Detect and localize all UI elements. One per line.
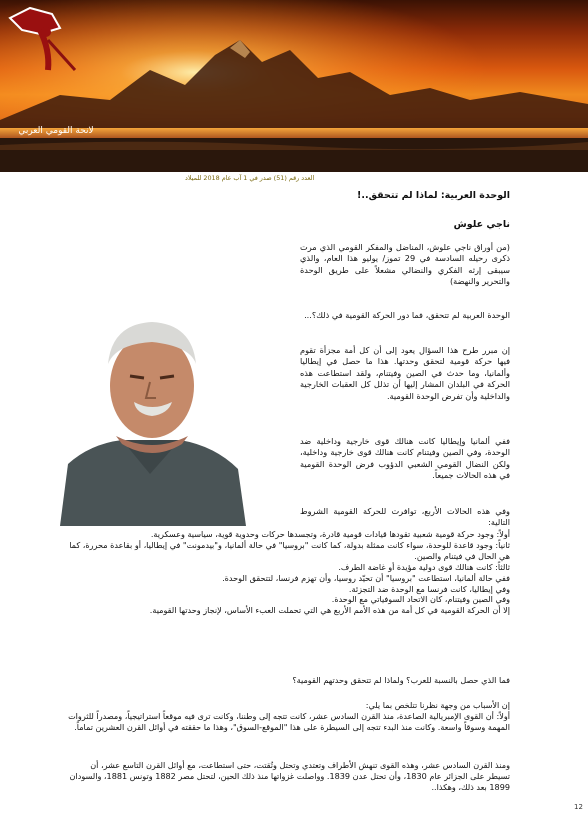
author-photo [50, 294, 250, 526]
list-item: وفي إيطاليا، كانت فرنسا مع الوحدة ضد التجزئة. [348, 583, 510, 594]
paragraph-3: ففي ألمانيا وإيطاليا كانت هنالك قوى خارجية وداخلية ضد الوحدة، وفي الصين وفيتنام كانت هنالك قوى خارجية وداخلية، ولكن النضال القومي الشعبي الدؤوب فرض الوحدة القومية في هذه الحالات جميعاً. [300, 436, 510, 481]
paragraph-2: إن مبرر طرح هذا السؤال يعود إلى أن كل أمة مجزأة تقوم فيها حركة قومية لتحقق وحدتها. هذا ما حصل في إيطاليا وألمانيا، وما حدث في الصين وفيتنام، ولقد استطاعت هذه الحركة في البلدان المشار إليها أن تذلل كل العقبات الخارجية والداخلية وأن تفرض الوحدة القومية. [300, 345, 510, 401]
paragraph-6 [66, 700, 510, 733]
list-item: ففي حالة ألمانيا، استطاعت "بروسيا" أن تحيّد روسيا، وأن تهزم فرنسا، لتتحقق الوحدة. [222, 572, 510, 583]
logo-emblem-icon [0, 0, 96, 84]
conditions-list [66, 529, 510, 616]
list-item: وفي الصين وفيتنام، كان الاتحاد السوفياتي مع الوحدة. [331, 594, 510, 605]
issue-line: العدد رقم (51) صدر في 1 آب عام 2018 للميلاد [185, 174, 315, 182]
article-title: الوحدة العربية: لماذا لم تتحقق..! [357, 190, 510, 201]
list-item: إلا أن الحركة القومية في كل أمة من هذه الأمم الأربع هي التي تحملت العبء الأساس، لإنجاز وحدتها القومية. [149, 605, 510, 616]
paragraph-5: فما الذي حصل بالنسبة للعرب؟ ولماذا لم تتحقق وحدتهم القومية؟ [292, 675, 510, 685]
paragraph-6-body: أولاً: أن القوى الإمبريالية الصاعدة، منذ القرن السادس عشر، كانت تتجه إلى وطننا، وكانت ترى فيه موقعاً استراتيجياً، ومصدراً للثروات المهمة وسوقاً واسعة. وكانت منذ البدء تتجه إلى السيطرة على هذا "الموقع-السوق"، وهذا ما حققته في أوائل القرن العشرين تماماً. [68, 710, 510, 732]
portrait-image [50, 294, 250, 526]
paragraph-4-lead: وفي هذه الحالات الأربع، توافرت للحركة القومية الشروط التالية: [300, 506, 510, 528]
list-item: ثالثاً: كانت هنالك قوى دولية مؤيدة أو غاضة الطرف. [338, 561, 510, 572]
header-banner [0, 0, 588, 172]
paragraph-6-lead: إن الأسباب من وجهة نظرنا تتلخص بما يلي: [365, 700, 510, 710]
page-number: 12 [574, 803, 583, 811]
intro-paragraph: (من أوراق ناجي علوش، المناضل والمفكر القومي الذي مرت ذكرى رحيله السادسة في 29 تموز/ يوليو هذا العام، والذي سيبقى إرثه الفكري والنضالي مشعلاً على طريق الوحدة والتحرير والنهضة) [300, 242, 510, 287]
list-item: أولاً: وجود حركة قومية شعبية تقودها قيادات قومية قادرة، وتجسدها حركات وحدوية قوية، سياسية وعسكرية. [150, 529, 510, 539]
logo-text: لانحة القومي العربي [18, 126, 94, 136]
article-author: ناجي علوش [453, 219, 510, 230]
paragraph-7: ومنذ القرن السادس عشر، وهذه القوى تنهش الأطراف وتعتدي وتحتل وتُقتت، حتى استطاعت، مع أوائل القرن التاسع عشر، أن تسيطر على الجزائر عام 1830، وأن تحتل عدن 1839. وواصلت غزواتها منذ ذلك الحين، لتحتل مصر 1882 وتونس 1881، والسودان 1899 بعد ذلك، وهكذا.. [69, 760, 510, 792]
list-item: ثانياً: وجود قاعدة للوحدة، سواء كانت ممثلة بدولة، كما كانت "بروسيا" في حالة ألمانيا، و"بيدمونت" في إيطاليا، أو بقاعدة محررة، كما هي الحال في فيتنام والصين. [69, 539, 510, 561]
paragraph-1: الوحدة العربية لم تتحقق، فما دور الحركة القومية في ذلك؟... [304, 310, 510, 320]
